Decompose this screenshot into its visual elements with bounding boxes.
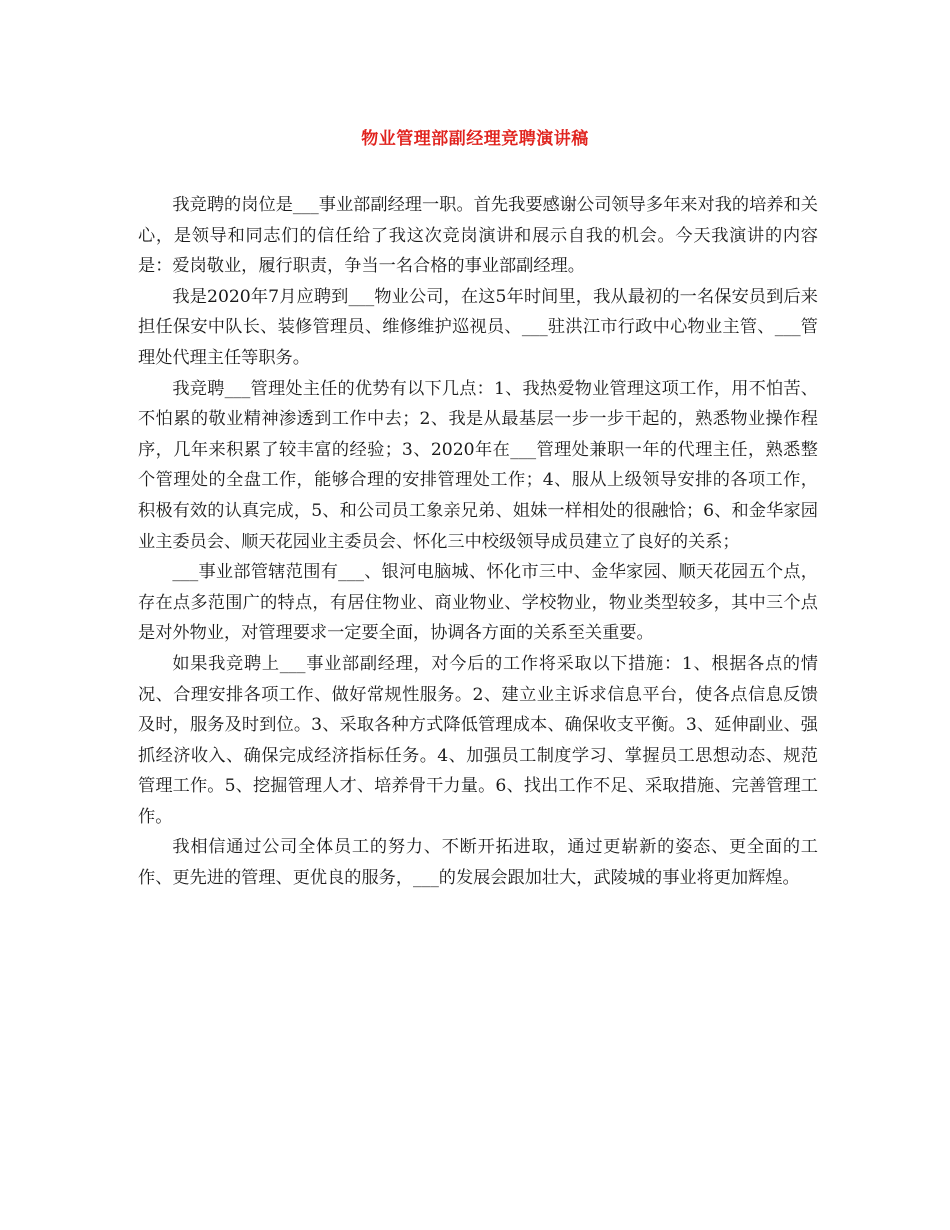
paragraph-5: 如果我竞聘上___事业部副经理，对今后的工作将采取以下措施：1、根据各点的情况、合理安排各项工作、做好常规性服务。2、建立业主诉求信息平台，使各点信息反馈及时，服务及时到位。3、采取各种方式降低管理成本、确保收支平衡。3、延伸副业、强抓经济收入、确保完成经济指标任务。4、加强员工制度学习、掌握员工思想动态、规范管理工作。5、挖掘管理人才、培养骨干力量。6、找出工作不足、采取措施、完善管理工作。 [138,653,818,827]
paragraph-3: 我竞聘___管理处主任的优势有以下几点：1、我热爱物业管理这项工作，用不怕苦、不怕累的敬业精神渗透到工作中去；2、我是从最基层一步一步干起的，熟悉物业操作程序，几年来积累了较丰富的经验；3、2020年在___管理处兼职一年的代理主任，熟悉整个管理处的全盘工作，能够合理的安排管理处工作；4、服从上级领导安排的各项工作，积极有效的认真完成，5、和公司员工象亲兄弟、姐妹一样相处的很融恰；6、和金华家园业主委员会、顺天花园业主委员会、怀化三中校级领导成员建立了良好的关系； [138,378,818,552]
paragraph-6: 我相信通过公司全体员工的努力、不断开拓进取，通过更崭新的姿态、更全面的工作、更先进的管理、更优良的服务，___的发展会跟加壮大，武陵城的事业将更加辉煌。 [138,837,818,889]
paragraph-1: 我竞聘的岗位是___事业部副经理一职。首先我要感谢公司领导多年来对我的培养和关心，是领导和同志们的信任给了我这次竞岗演讲和展示自我的机会。今天我演讲的内容是：爱岗敬业，履行职责，争当一名合格的事业部副经理。 [138,195,818,277]
document-title: 物业管理部副经理竞聘演讲稿 [361,129,589,149]
paragraph-2: 我是2020年7月应聘到___物业公司，在这5年时间里，我从最初的一名保安员到后来担任保安中队长、装修管理员、维修维护巡视员、___驻洪江市行政中心物业主管、___管理处代理主任等职务。 [138,286,818,368]
document-body [138,190,818,894]
paragraph-4: ___事业部管辖范围有___、银河电脑城、怀化市三中、金华家园、顺天花园五个点，存在点多范围广的特点，有居住物业、商业物业、学校物业，物业类型较多，其中三个点是对外物业，对管理要求一定要全面，协调各方面的关系至关重要。 [138,562,818,644]
